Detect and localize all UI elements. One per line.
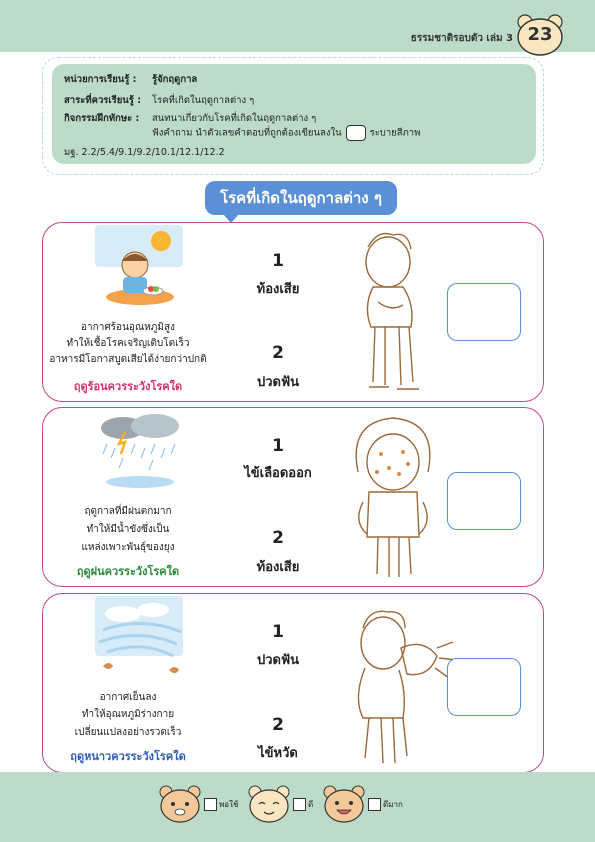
summer-option-1-label: ท้องเสีย — [256, 282, 300, 297]
content-value: โรคที่เกิดในฤดูกาลต่าง ๆ — [152, 95, 255, 106]
winter-answer-box[interactable] — [447, 658, 521, 716]
answer-box-sample — [346, 125, 366, 141]
unit-value: รู้จักฤดูกาล — [152, 74, 198, 85]
rainy-desc-3: แหล่งเพาะพันธุ์ของยุง — [81, 542, 175, 553]
sun-icon — [151, 231, 171, 251]
content-label: สาระที่ควรเรียนรู้ : — [64, 95, 142, 106]
info-box — [52, 64, 536, 164]
summer-option-1-number: 1 — [272, 251, 284, 271]
summer-desc-3: อาหารมีโอกาสบูดเสียได้ง่ายกว่าปกติ — [49, 354, 207, 365]
bear-very-happy-icon — [322, 784, 366, 824]
winter-option-2-label: ไข้หวัด — [258, 746, 298, 761]
rainy-answer-box[interactable] — [447, 472, 521, 530]
section-rainy — [42, 407, 544, 587]
rating-good-label: ดี — [308, 800, 314, 809]
standards-code: มฐ. 2.2/5.4/9.1/9.2/10.1/12.1/12.2 — [64, 147, 225, 158]
puddle-icon — [106, 476, 174, 488]
bear-neutral-icon — [158, 784, 202, 824]
rainy-desc-2: ทำให้มีน้ำขังซึ่งเป็น — [86, 524, 170, 535]
activity-value-2b: ระบายสีภาพ — [369, 127, 421, 139]
unit-label: หน่วยการเรียนรู้ : — [64, 74, 137, 85]
rating-very-good-label: ดีมาก — [383, 800, 403, 809]
summer-answer-box[interactable] — [447, 283, 521, 341]
winter-option-1-label: ปวดฟัน — [256, 653, 300, 668]
boy-sneezing-figure — [333, 598, 463, 768]
rainy-illustration — [93, 410, 187, 490]
winter-option-2-number: 2 — [272, 715, 284, 735]
rainy-desc-1: ฤดูกาลที่มีฝนตกมาก — [84, 506, 172, 517]
summer-option-2-label: ปวดฟัน — [256, 375, 300, 390]
rainy-option-1-label: ไข้เลือดออก — [244, 466, 312, 481]
activity-value-1: สนทนาเกี่ยวกับโรคที่เกิดในฤดูกาลต่าง ๆ — [152, 113, 317, 124]
bear-happy-icon — [247, 784, 291, 824]
worksheet-title: โรคที่เกิดในฤดูกาลต่าง ๆ — [205, 181, 397, 215]
activity-value-2a: ฟังคำถาม นำตัวเลขคำตอบที่ถูกต้องเขียนลงใน — [152, 127, 342, 139]
rating-very-good — [322, 784, 412, 824]
girl-dengue-figure — [333, 412, 463, 582]
rating-fair-label: พอใช้ — [219, 800, 239, 809]
section-winter — [42, 593, 544, 773]
activity-label: กิจกรรมฝึกทักษะ : — [64, 113, 140, 124]
page-number: 23 — [527, 24, 553, 45]
summer-illustration — [93, 225, 187, 305]
summer-option-2-number: 2 — [272, 343, 284, 363]
summer-desc-2: ทำให้เชื้อโรคเจริญเติบโตเร็ว — [66, 338, 190, 349]
rainy-question: ฤดูฝนควรระวังโรคใด — [76, 565, 180, 578]
winter-desc-3: เปลี่ยนแปลงอย่างรวดเร็ว — [74, 727, 182, 738]
rating-fair — [158, 784, 238, 824]
leaf-icon — [103, 663, 113, 669]
rating-very-good-checkbox[interactable] — [368, 798, 381, 811]
winter-option-1-number: 1 — [272, 622, 284, 642]
summer-desc-1: อากาศร้อนอุณหภูมิสูง — [81, 322, 175, 333]
rating-good — [247, 784, 327, 824]
page-badge — [515, 12, 565, 58]
section-summer — [42, 222, 544, 402]
book-title: ธรรมชาติรอบตัว เล่ม 3 — [410, 33, 513, 44]
winter-desc-2: ทำให้อุณหภูมิร่างกาย — [81, 709, 175, 720]
rainy-option-2-label: ท้องเสีย — [256, 560, 300, 575]
rating-fair-checkbox[interactable] — [204, 798, 217, 811]
summer-question: ฤดูร้อนควรระวังโรคใด — [73, 380, 183, 393]
rainy-option-2-number: 2 — [272, 528, 284, 548]
winter-illustration — [93, 596, 187, 676]
rating-good-checkbox[interactable] — [293, 798, 306, 811]
winter-question: ฤดูหนาวควรระวังโรคใด — [70, 750, 186, 763]
winter-desc-1: อากาศเย็นลง — [99, 692, 157, 703]
rainy-option-1-number: 1 — [272, 436, 284, 456]
boy-stomachache-figure — [333, 227, 463, 397]
